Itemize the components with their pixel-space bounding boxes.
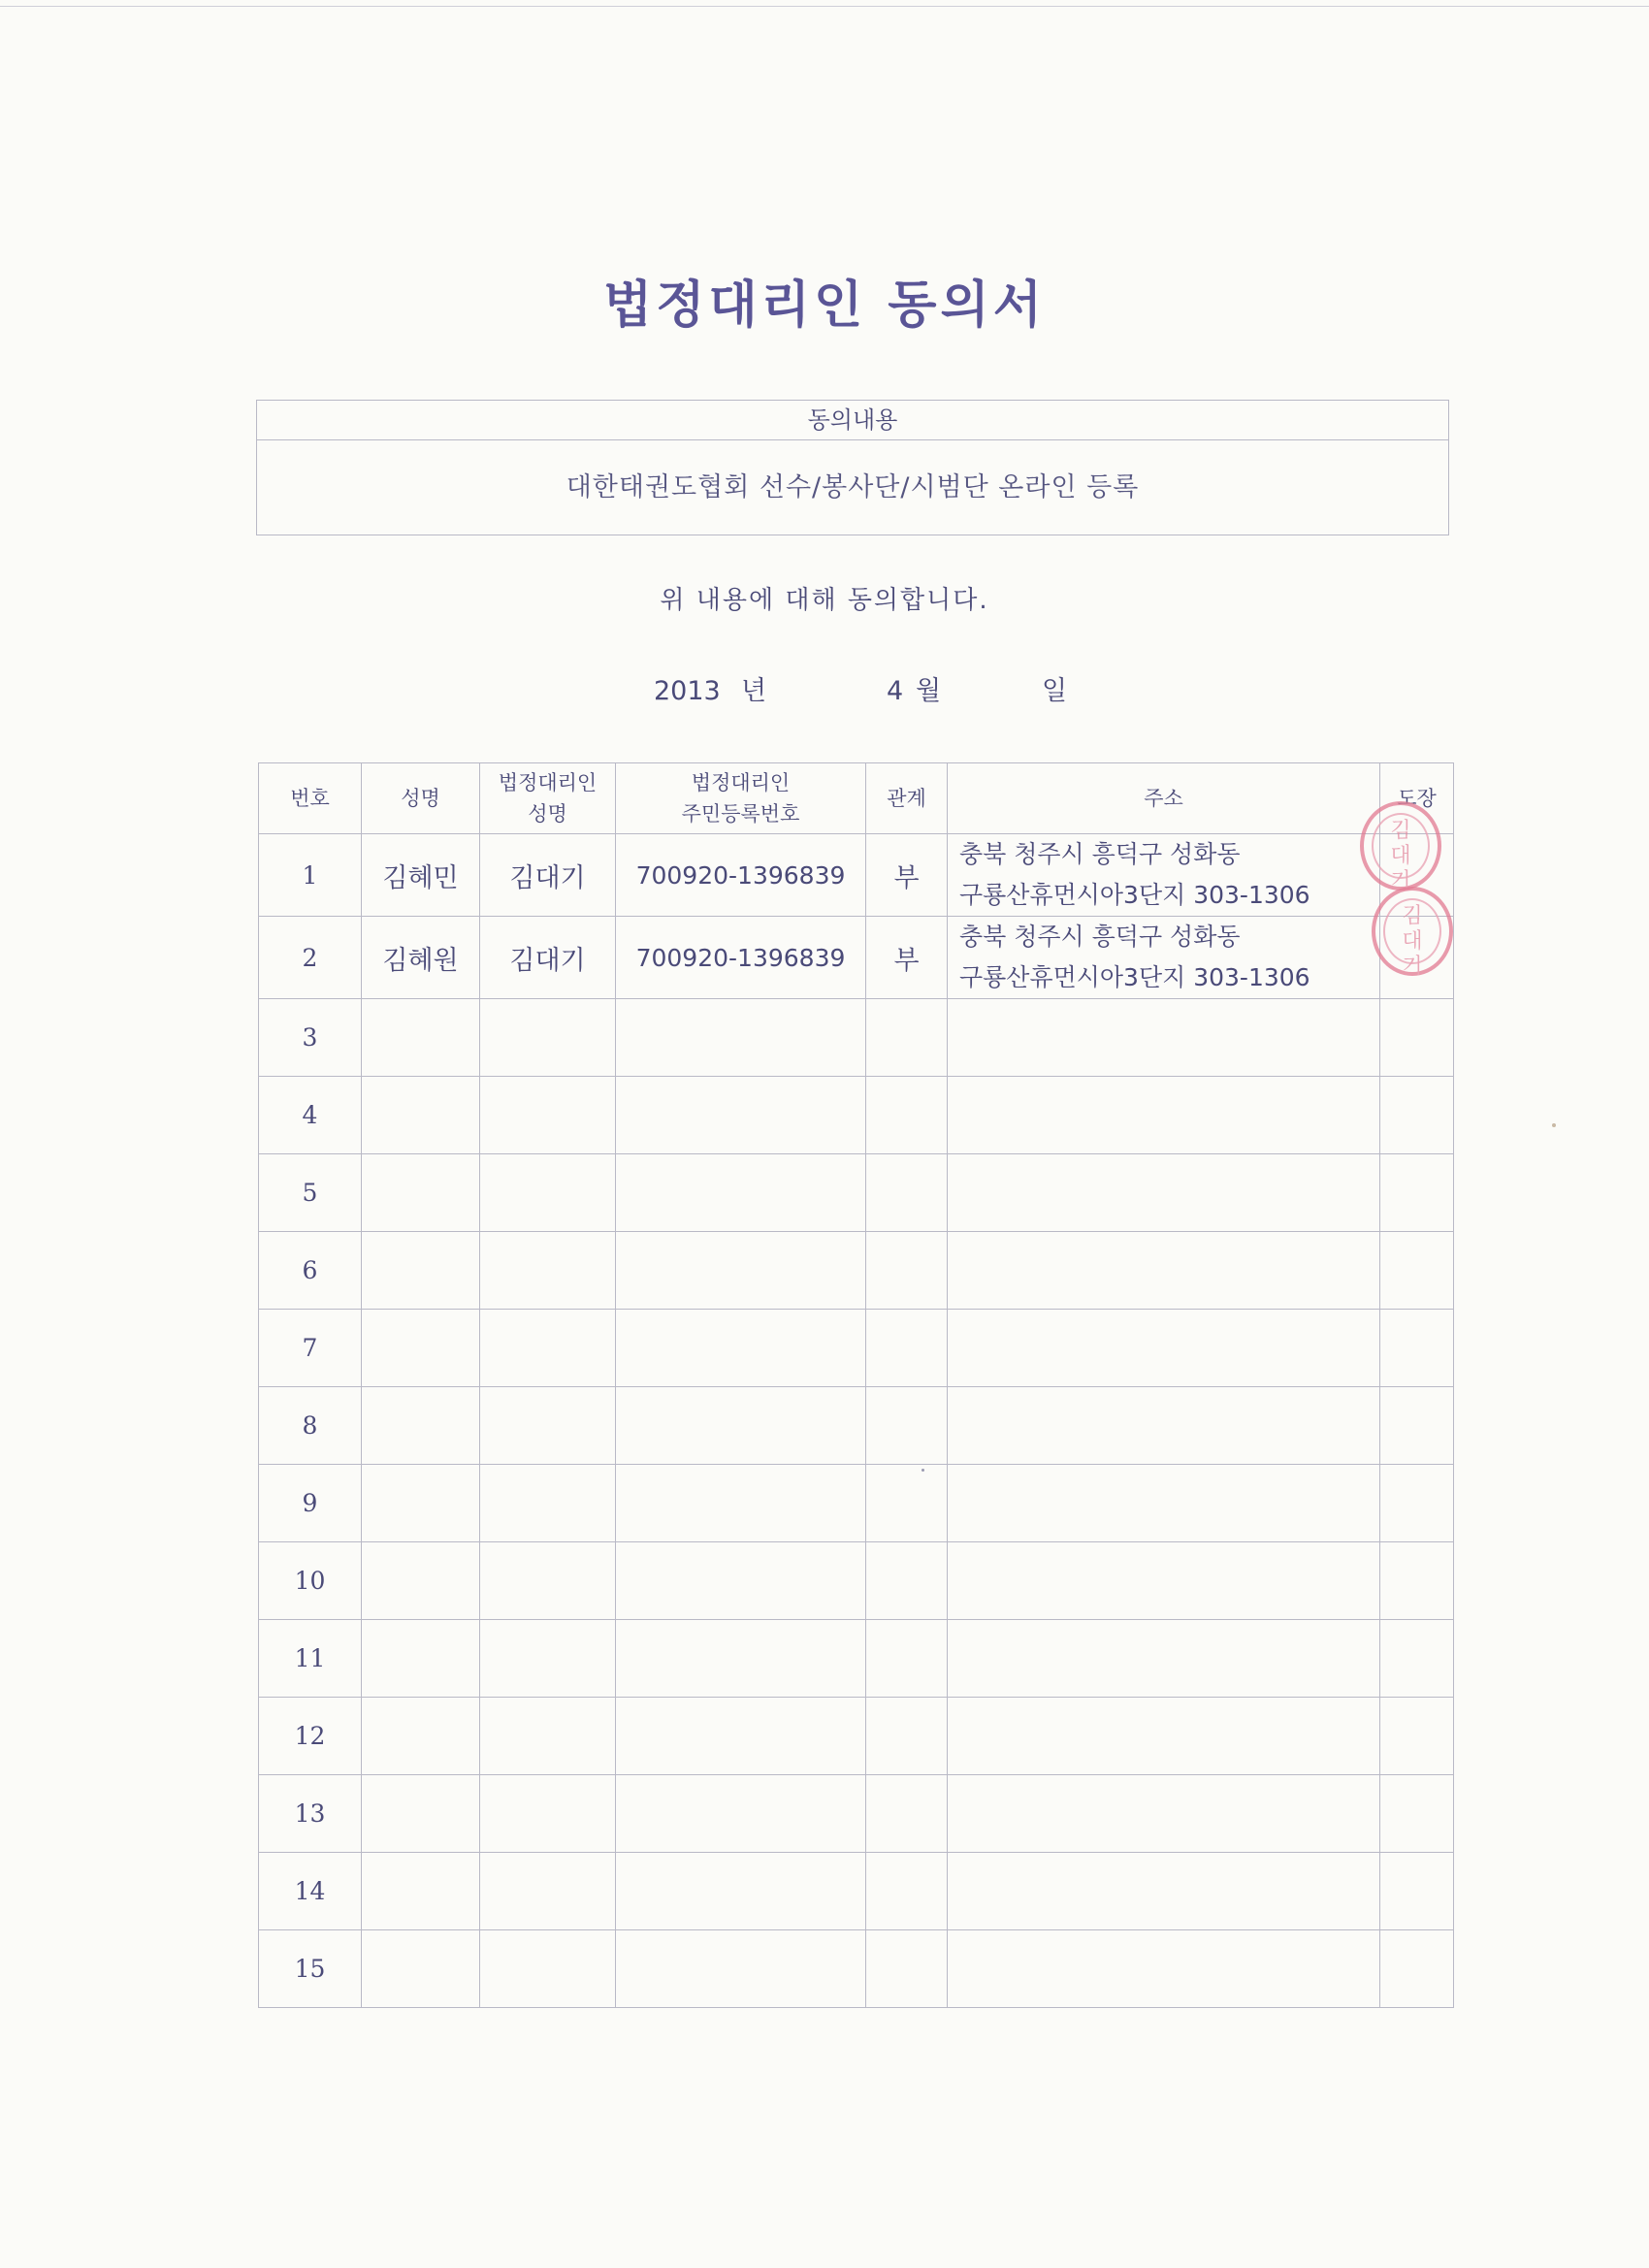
cell-relation xyxy=(866,1077,948,1154)
cell-no: 11 xyxy=(259,1620,362,1698)
table-row xyxy=(259,1232,1454,1310)
header-name: 성명 xyxy=(362,763,480,834)
cell-name xyxy=(362,1930,480,2008)
cell-no: 5 xyxy=(259,1154,362,1232)
cell-no: 3 xyxy=(259,999,362,1077)
cell-relation xyxy=(866,1698,948,1775)
cell-seal xyxy=(1380,1775,1454,1853)
cell-address xyxy=(948,999,1380,1077)
header-relation: 관계 xyxy=(866,763,948,834)
cell-relation xyxy=(866,999,948,1077)
cell-relation xyxy=(866,1930,948,2008)
table-row xyxy=(259,1775,1454,1853)
cell-guardian: 김대기 xyxy=(480,917,616,999)
cell-guardian xyxy=(480,1154,616,1232)
date-day-unit: 일 xyxy=(1042,676,1068,706)
cell-guardian xyxy=(480,1077,616,1154)
address-line: 충북 청주시 흥덕구 성화동 xyxy=(959,840,1241,868)
cell-relation xyxy=(866,1853,948,1930)
header-guardian-name xyxy=(480,763,616,834)
cell-name xyxy=(362,1077,480,1154)
cell-address xyxy=(948,1465,1380,1542)
cell-no: 9 xyxy=(259,1465,362,1542)
cell-rrn: 700920-1396839 xyxy=(616,917,866,999)
cell-rrn xyxy=(616,1853,866,1930)
cell-no: 14 xyxy=(259,1853,362,1930)
cell-no: 8 xyxy=(259,1387,362,1465)
table-row xyxy=(259,1465,1454,1542)
cell-no: 4 xyxy=(259,1077,362,1154)
cell-guardian xyxy=(480,1620,616,1698)
address-line: 충북 청주시 흥덕구 성화동 xyxy=(959,923,1241,951)
header-guardian-name-line2: 성명 xyxy=(528,802,567,826)
table-row xyxy=(259,917,1454,999)
cell-guardian: 김대기 xyxy=(480,834,616,917)
table-row xyxy=(259,1387,1454,1465)
cell-name xyxy=(362,1620,480,1698)
cell-name xyxy=(362,1775,480,1853)
cell-rrn xyxy=(616,1465,866,1542)
cell-rrn xyxy=(616,1310,866,1387)
cell-address xyxy=(948,1232,1380,1310)
cell-no: 12 xyxy=(259,1698,362,1775)
table-row xyxy=(259,1620,1454,1698)
cell-name: 김혜민 xyxy=(362,834,480,917)
header-guardian-rrn-line2: 주민등록번호 xyxy=(681,802,800,826)
cell-address xyxy=(948,1154,1380,1232)
cell-address xyxy=(948,834,1380,917)
date-month-unit: 월 xyxy=(916,676,942,706)
cell-seal xyxy=(1380,1465,1454,1542)
cell-address xyxy=(948,1698,1380,1775)
table-row xyxy=(259,1310,1454,1387)
cell-guardian xyxy=(480,1465,616,1542)
cell-name xyxy=(362,1310,480,1387)
cell-address xyxy=(948,1387,1380,1465)
cell-address xyxy=(948,1775,1380,1853)
cell-rrn xyxy=(616,1620,866,1698)
cell-seal xyxy=(1380,1232,1454,1310)
cell-name xyxy=(362,1853,480,1930)
table-row xyxy=(259,1154,1454,1232)
cell-address xyxy=(948,1853,1380,1930)
cell-guardian xyxy=(480,1387,616,1465)
cell-relation xyxy=(866,1465,948,1542)
cell-guardian xyxy=(480,1542,616,1620)
cell-address xyxy=(948,917,1380,999)
cell-relation: 부 xyxy=(866,834,948,917)
seal-glyphs: 김 대 기 xyxy=(1402,904,1423,979)
cell-seal xyxy=(1380,1853,1454,1930)
address-line: 구룡산휴먼시아3단지 303-1306 xyxy=(959,881,1310,909)
header-no: 번호 xyxy=(259,763,362,834)
header-guardian-rrn xyxy=(616,763,866,834)
table-row xyxy=(259,1698,1454,1775)
cell-relation xyxy=(866,1620,948,1698)
cell-name xyxy=(362,1232,480,1310)
cell-name xyxy=(362,1542,480,1620)
roster-body xyxy=(259,834,1454,2008)
cell-rrn xyxy=(616,1387,866,1465)
cell-relation: 부 xyxy=(866,917,948,999)
cell-guardian xyxy=(480,1853,616,1930)
cell-relation xyxy=(866,1542,948,1620)
cell-seal xyxy=(1380,1542,1454,1620)
table-row xyxy=(259,1930,1454,2008)
cell-seal xyxy=(1380,1387,1454,1465)
cell-relation xyxy=(866,1775,948,1853)
guardian-roster-table xyxy=(258,762,1454,2008)
cell-rrn xyxy=(616,1077,866,1154)
consent-box xyxy=(256,400,1449,535)
table-header-row xyxy=(259,763,1454,834)
cell-rrn xyxy=(616,1698,866,1775)
cell-name xyxy=(362,1154,480,1232)
cell-guardian xyxy=(480,1310,616,1387)
cell-name xyxy=(362,1698,480,1775)
header-guardian-rrn-line1: 법정대리인 xyxy=(691,771,791,794)
cell-seal xyxy=(1380,1077,1454,1154)
cell-no: 15 xyxy=(259,1930,362,2008)
cell-guardian xyxy=(480,1930,616,2008)
document-title: 법정대리인 동의서 xyxy=(603,276,1046,335)
cell-relation xyxy=(866,1232,948,1310)
cell-rrn xyxy=(616,1232,866,1310)
cell-name: 김혜원 xyxy=(362,917,480,999)
date-month: 4 xyxy=(887,676,904,706)
table-row xyxy=(259,999,1454,1077)
cell-address xyxy=(948,1310,1380,1387)
cell-seal xyxy=(1380,1620,1454,1698)
header-address: 주소 xyxy=(948,763,1380,834)
table-row xyxy=(259,1077,1454,1154)
consent-body: 대한태권도협회 선수/봉사단/시범단 온라인 등록 xyxy=(566,472,1140,502)
cell-guardian xyxy=(480,1775,616,1853)
cell-no: 7 xyxy=(259,1310,362,1387)
cell-name xyxy=(362,1387,480,1465)
seal-glyphs: 김 대 기 xyxy=(1390,819,1411,893)
table-row xyxy=(259,1542,1454,1620)
date-year-unit: 년 xyxy=(741,676,767,706)
address-line: 구룡산휴먼시아3단지 303-1306 xyxy=(959,963,1310,991)
cell-guardian xyxy=(480,1232,616,1310)
cell-name xyxy=(362,999,480,1077)
scan-top-edge xyxy=(0,6,1649,7)
cell-no: 1 xyxy=(259,834,362,917)
cell-address xyxy=(948,1930,1380,2008)
cell-no: 10 xyxy=(259,1542,362,1620)
date-year: 2013 xyxy=(654,676,721,706)
agree-statement: 위 내용에 대해 동의합니다. xyxy=(660,586,989,615)
cell-rrn xyxy=(616,999,866,1077)
header-guardian-name-line1: 법정대리인 xyxy=(498,771,598,794)
cell-seal xyxy=(1380,1930,1454,2008)
cell-rrn xyxy=(616,1775,866,1853)
cell-address xyxy=(948,1620,1380,1698)
red-seal-stamp-icon xyxy=(1372,887,1453,979)
scan-speck xyxy=(1552,1123,1556,1127)
table-row xyxy=(259,1853,1454,1930)
cell-no: 2 xyxy=(259,917,362,999)
cell-name xyxy=(362,1465,480,1542)
consent-header: 동의내용 xyxy=(257,401,1448,440)
date-line xyxy=(654,669,1067,707)
cell-seal xyxy=(1380,999,1454,1077)
cell-seal xyxy=(1380,1154,1454,1232)
scan-speck xyxy=(922,1469,924,1472)
cell-guardian xyxy=(480,1698,616,1775)
cell-address xyxy=(948,1077,1380,1154)
cell-relation xyxy=(866,1154,948,1232)
cell-rrn: 700920-1396839 xyxy=(616,834,866,917)
cell-rrn xyxy=(616,1542,866,1620)
cell-seal xyxy=(1380,1698,1454,1775)
cell-seal xyxy=(1380,1310,1454,1387)
red-seal-stamp-icon xyxy=(1360,801,1441,891)
cell-relation xyxy=(866,1310,948,1387)
cell-rrn xyxy=(616,1930,866,2008)
cell-rrn xyxy=(616,1154,866,1232)
cell-no: 13 xyxy=(259,1775,362,1853)
table-row xyxy=(259,834,1454,917)
cell-guardian xyxy=(480,999,616,1077)
cell-address xyxy=(948,1542,1380,1620)
cell-relation xyxy=(866,1387,948,1465)
cell-no: 6 xyxy=(259,1232,362,1310)
header-seal: 도장 xyxy=(1380,763,1454,834)
